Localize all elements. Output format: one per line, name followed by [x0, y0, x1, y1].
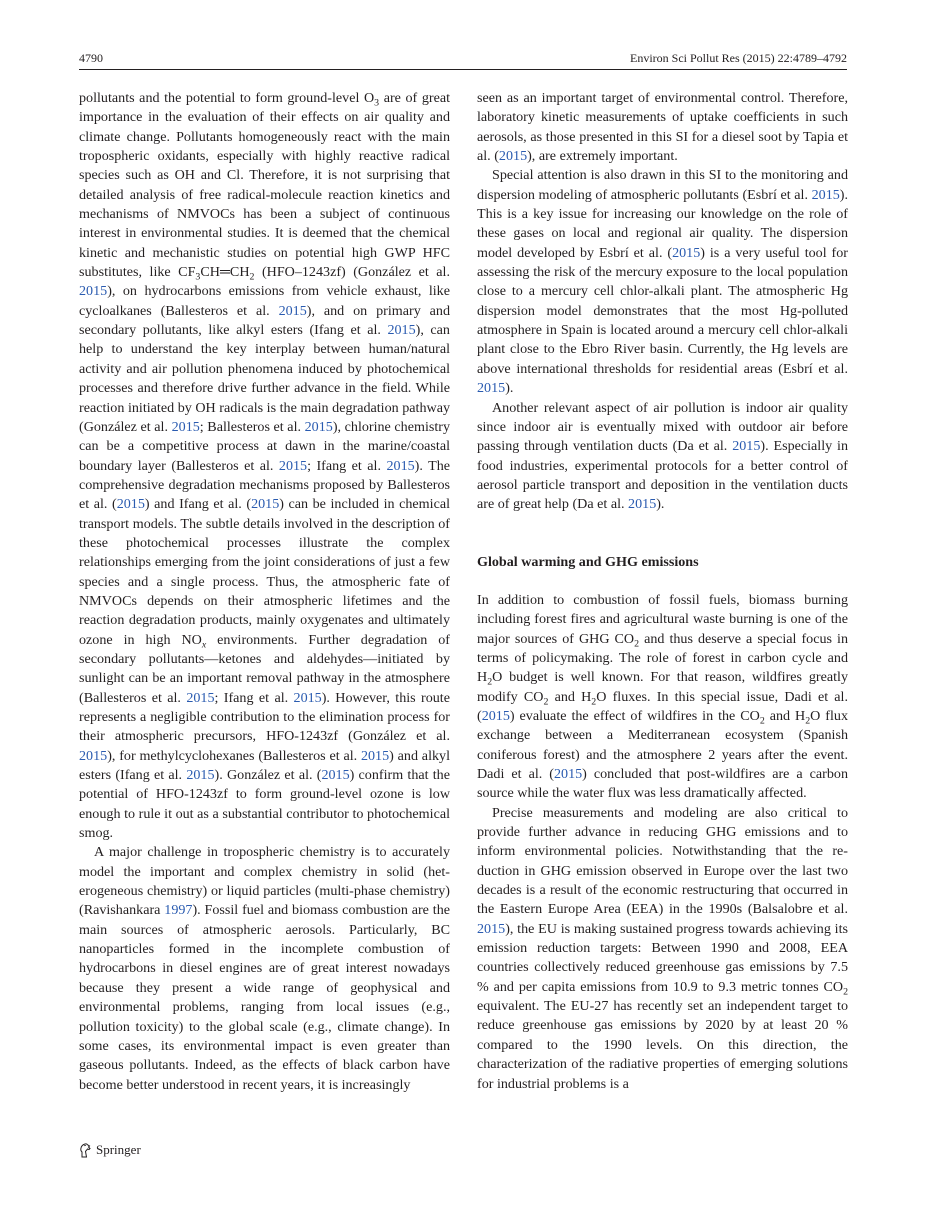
text-run: ) is a very useful tool for assessing the risk of the mercury exposure to the local population close to a mercury cell chlor-alkali plant. The atmospheric Hg dispersion model demonstrates that the most Hg-polluted atmosphere in Spain is located around a mercury cell chlor-alkali plant close to the Ebro River basin. Currently, the Hg levels are above international thresholds for residential areas (Esbrí et al.: [477, 244, 848, 377]
citation-link[interactable]: 2015: [387, 322, 416, 339]
text-run: ). Fossil fuel and biomass combustion are the main sources of atmospheric aerosols. Particularly, BC nanoparticles formed in the incomplete combustion of hydrocarbons in diesel engines are of great interest nowadays because they present a wide range of geophysical and environmental problems, ranging from local issues (e.g., pollution toxicity) to the global scale (e.g., climate change). In some cases, its environmental impact is even greater than gaseous pollutants. Indeed, as the effects of black carbon have become better understood in recent years, it is increasingly: [79, 902, 451, 1093]
paragraph: [79, 89, 450, 843]
text-run: Special attention is also drawn in this SI to the monitoring and dispersion modeling of atmospheric pollutants (Esbrí et al.: [477, 167, 848, 203]
text-run: ), can help to understand the key interplay between human/natural activity and air pollution phenomena induced by photochemical processes and therefore drive further advance in the field. While reaction initiated by OH radicals is the main degradation pathway (González et al.: [79, 322, 450, 435]
citation-link[interactable]: 2015: [293, 689, 322, 706]
subscript: 2: [759, 715, 765, 727]
citation-link[interactable]: 2015: [477, 920, 506, 937]
subscript: 2: [843, 986, 848, 998]
text-run: Precise measurements and modeling are also critical to provide further advance in reducing GHG emissions and to inform environmental policies. Notwithstanding that the reduction in GHG emission observed in Europe over the last two decades is a result of the economic restructuring that occurred in the Eastern Europe Area (EEA) in the 1990s (Balsalobre et al.: [477, 804, 848, 918]
citation-link[interactable]: 2015: [811, 186, 840, 203]
citation-link[interactable]: 2015: [278, 302, 307, 319]
text-run: CH═CH: [200, 264, 250, 281]
heading-spacer: [477, 572, 848, 591]
paragraph: [477, 804, 848, 1094]
text-run: ). González et al. (: [214, 767, 322, 784]
citation-link[interactable]: 2015: [304, 418, 333, 435]
paragraph: [477, 399, 848, 515]
text-run: and H: [548, 688, 592, 705]
citation-link[interactable]: 2015: [251, 496, 280, 513]
text-run: and thus deserve a special focus in terms of policymaking. The role of forest in carbon cycle and H: [477, 630, 848, 686]
citation-link[interactable]: 2015: [321, 767, 350, 784]
text-run: ).: [505, 380, 514, 397]
citation-link[interactable]: 2015: [171, 418, 200, 435]
citation-link[interactable]: 2015: [360, 747, 390, 764]
text-run: A major challenge in tropospheric chemistry is to accurately model the important and complex chemistry in solid (heterogeneous chemistry) or liquid particles (multi-phase chemistry) (Ravishankara: [79, 844, 450, 919]
subscript: 2: [543, 696, 549, 708]
right-column: [477, 89, 848, 1094]
text-run: ) concluded that post-wildfires are a carbon source while the water flux was less dramatically affected.: [477, 766, 848, 802]
page-footer: [79, 1141, 141, 1159]
text-run: Another relevant aspect of air pollution is indoor air quality since indoor air is eventually mixed with outdoor air before passing through ventilation ducts (Da et al.: [477, 399, 848, 455]
section-heading: Global warming and GHG emissions: [477, 553, 699, 570]
text-run: ). Especially in food industries, experimental protocols for a better control of aerosol particle transport and deposition in the ventilation ducts are of great help (Da et al.: [477, 438, 848, 513]
page-number: 4790: [79, 51, 103, 65]
paragraph: [477, 166, 848, 398]
publisher-name: Springer: [96, 1142, 141, 1157]
citation-link[interactable]: 2015: [186, 689, 215, 706]
text-run: ; Ifang et al.: [307, 457, 387, 474]
text-run: ; Ballesteros et al.: [199, 418, 305, 435]
text-run: ), on hydrocarbons emissions from vehicle exhaust, like cycloalkanes (Ballesteros et al.: [79, 283, 450, 319]
text-run: are of great importance in the evaluation of their effects on air quality and climate change. Pollutants homogeneously react with the main tropospheric oxidants, especially with highly reactive radical species such as OH and Cl. Therefore, it is not surprising that detailed analysis of free radical-molecule reaction kinetics and mechanisms of NMVOCs has been a subject of continuous interest in environmental studies. It is deemed that the chemical kinetic and mechanistic studies on potential high GWP HFC substitutes, like CF: [79, 90, 450, 281]
citation-link[interactable]: 2015: [732, 438, 761, 455]
text-run: pollutants and the potential to form ground-level O: [79, 90, 375, 106]
text-run: ). The comprehensive degradation mechanisms proposed by Ballesteros et al. (: [79, 457, 450, 513]
text-run: (HFO–1243zf) (González et al.: [254, 264, 450, 281]
subscript: 2: [805, 715, 811, 727]
text-run: ), are extremely important.: [527, 148, 678, 165]
subscript: 3: [195, 271, 201, 283]
text-run: ). However, this route represents a negligible contribution to the elimination process for their atmospheric precursors, HFO-1243zf (González et al.: [79, 689, 450, 745]
subscript: x: [201, 639, 207, 651]
text-run: O flux exchange between a Mediterranean ecosystem (Spanish coniferous forest) and the atmosphere 2 years after the event. Dadi et al. (: [477, 707, 848, 782]
subscript: 2: [249, 271, 255, 283]
journal-citation: Environ Sci Pollut Res (2015) 22:4789–4792: [630, 51, 847, 65]
citation-link[interactable]: 2015: [79, 747, 108, 764]
text-run: O budget is well known. For that reason, wildfires greatly modify CO: [477, 669, 848, 705]
text-run: ) can be included in chemical transport models. The subtle details involved in the description of these photochemical processes illustrate the complex relationships emerging from the joint considerations of just a few species and a single process. Thus, the atmospheric fate of NMVOCs depends on their atmospheric lifetimes and the reaction degradation products, mainly oxygenates and ultimately ozone in high NO: [79, 496, 450, 648]
citation-link[interactable]: 2015: [672, 244, 701, 261]
text-run: In addition to combustion of fossil fuels, biomass burning including forest fires and agricultural waste burning is one of the major sources of GHG CO: [477, 591, 848, 647]
text-run: ) and Ifang et al. (: [144, 496, 252, 513]
text-run: ; Ifang et al.: [214, 689, 294, 706]
text-run: ), and on primary and secondary pollutants, like alkyl esters (Ifang et al.: [79, 302, 450, 339]
subscript: 3: [374, 97, 380, 109]
citation-link[interactable]: 2015: [477, 380, 506, 397]
citation-link[interactable]: 2015: [116, 496, 145, 513]
text-run: O fluxes. In this special issue, Dadi et al. (: [477, 688, 848, 724]
paragraph: [477, 591, 848, 804]
citation-link[interactable]: 2015: [481, 707, 510, 724]
running-header: [79, 50, 847, 66]
section-spacer: [477, 515, 848, 553]
text-run: and H: [764, 707, 806, 724]
citation-link[interactable]: 2015: [628, 496, 657, 513]
text-run: ) and alkyl esters (Ifang et al.: [79, 747, 450, 784]
citation-link[interactable]: 2015: [553, 766, 583, 782]
text-run: environments. Further degradation of secondary pollutants—ketones and aldehydes—initiated by sunlight can be an important removal pathway in the atmosphere (Ballesteros et al.: [79, 631, 450, 706]
text-run: ). This is a key issue for increasing our knowledge on the role of these gases on local and regional air quality. The dispersion model developed by Esbrí et al. (: [477, 186, 848, 261]
paragraph: [79, 843, 450, 1094]
text-run: ), for methylcyclohexanes (Ballesteros et al.: [107, 747, 361, 764]
text-run: ) evaluate the effect of wildfires in the CO: [509, 707, 760, 724]
text-run: ), chlorine chemistry can be a competitive process at dawn in the marine/coastal boundary layer (Ballesteros et al.: [79, 418, 450, 474]
citation-link[interactable]: 2015: [186, 767, 215, 784]
citation-link[interactable]: 2015: [498, 148, 528, 165]
text-run: ), the EU is making sustained progress towards achieving its emission reduction targets: Between 1990 and 2008, EEA countries collectively reduced greenhouse gas emissions by 7.5 % and per capita emissions from 10.9 to 9.3 metric tonnes CO: [477, 920, 848, 995]
springer-horse-icon: [79, 1143, 92, 1158]
text-run: ).: [656, 496, 665, 513]
citation-link[interactable]: 2015: [79, 283, 108, 300]
paragraph: [477, 89, 848, 166]
text-run: ) confirm that the potential of HFO-1243zf to form ground-level ozone is low enough to rule it out as a substantial contributor to photochemical smog.: [79, 767, 450, 842]
citation-link[interactable]: 2015: [386, 457, 415, 474]
text-run: equivalent. The EU-27 has recently set an independent target to reduce greenhouse gas emissions by 2020 by at least 20 % compared to the 1990 levels. On this direction, the characterization of the radiative properties of emerging solutions for industrial problems is a: [477, 998, 848, 1092]
text-run: seen as an important target of environmental control. Therefore, laboratory kinetic measurements of uptake coefficients in such aerosols, as those presented in this SI for a diesel soot by Tapia et al. (: [477, 90, 848, 165]
subscript: 2: [487, 676, 493, 688]
left-column: [79, 89, 450, 1095]
subscript: 2: [634, 638, 640, 650]
header-rule: [79, 69, 847, 70]
citation-link[interactable]: 2015: [278, 457, 308, 474]
citation-link[interactable]: 1997: [164, 902, 193, 919]
subscript: 2: [591, 696, 597, 708]
